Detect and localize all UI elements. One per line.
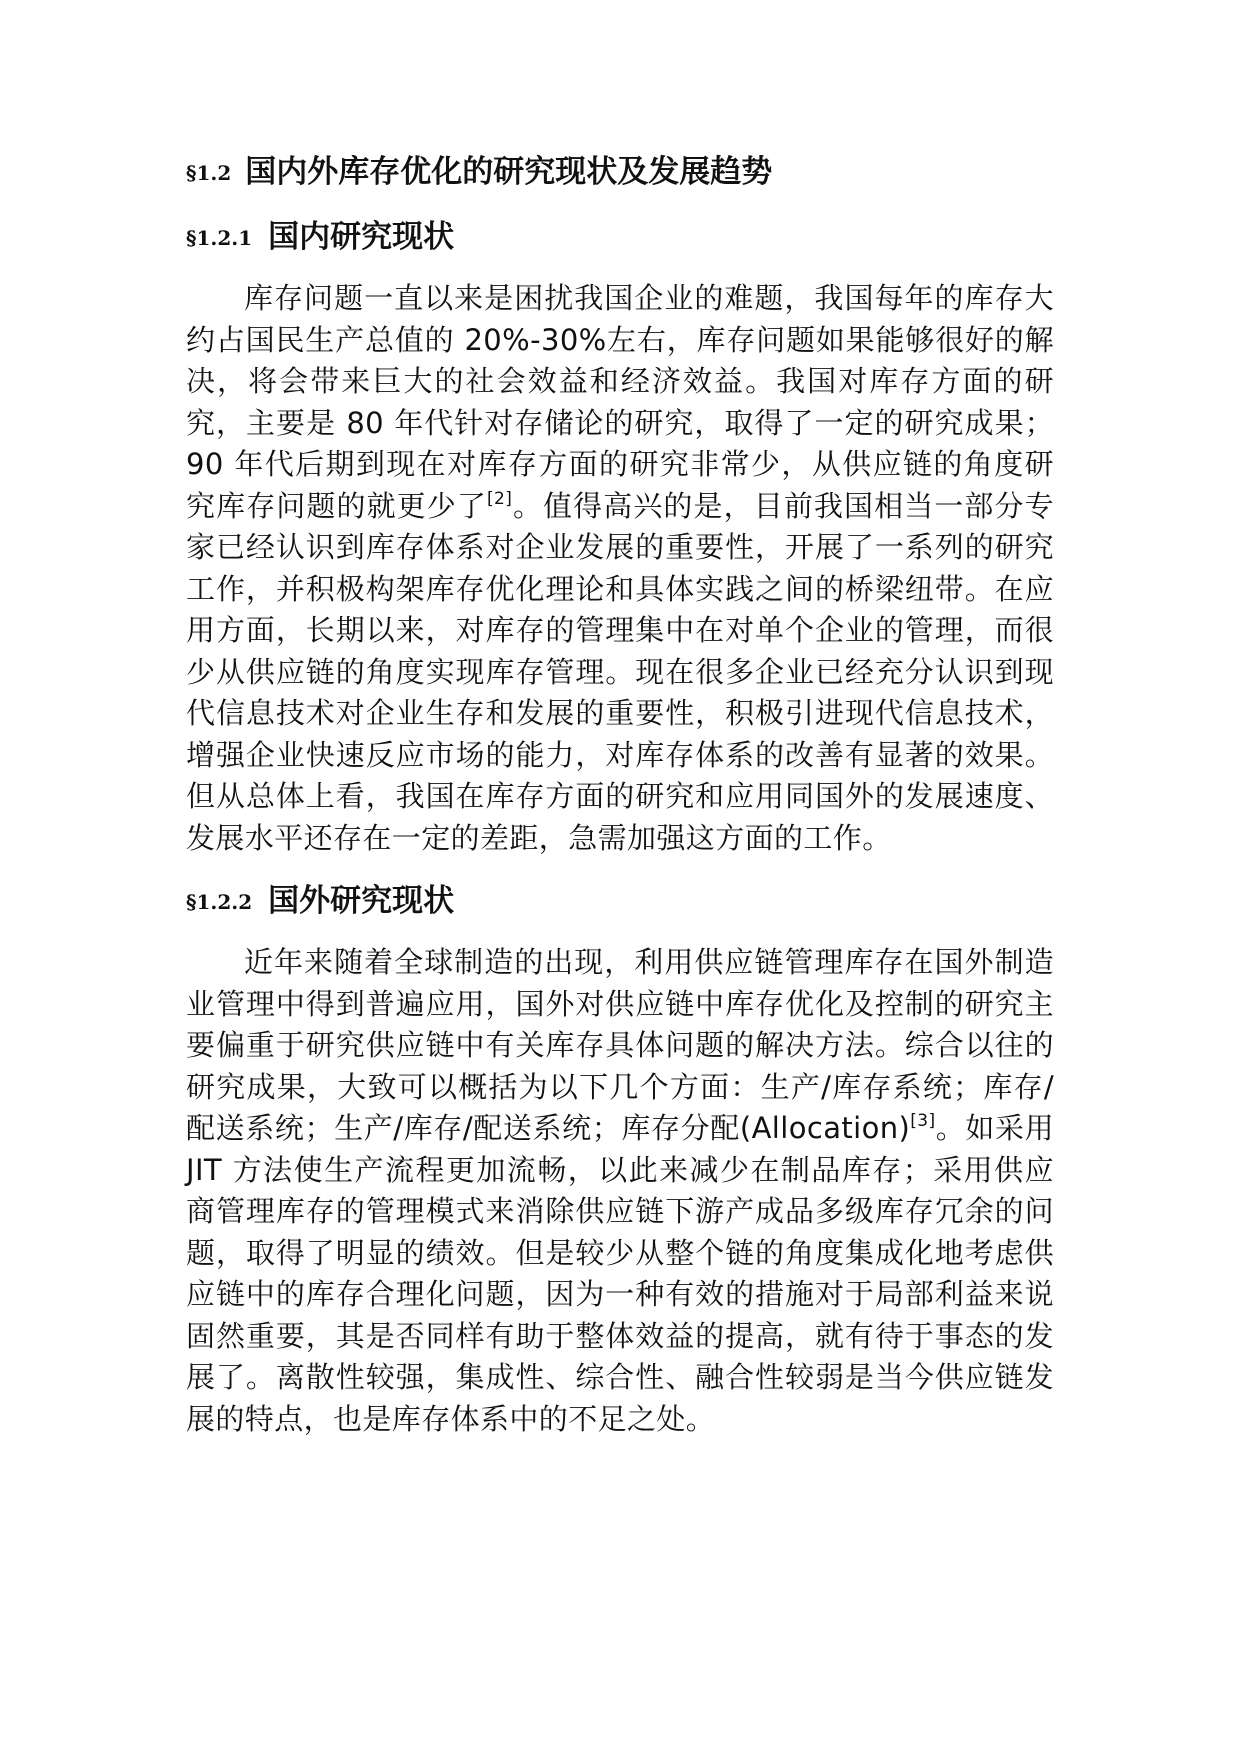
subsection-heading-foreign	[186, 881, 1054, 922]
paragraph-text: 。如采用 JIT 方法使生产流程更加流畅，以此来减少在制品库存；采用供应商管理库存的管理模式来消除供应链下游产成品多级库存冗余的问题，取得了明显的绩效。但是较少从整个链的角度集成化地考虑供应链中的库存合理化问题，因为一种有效的措施对于局部利益来说固然重要，其是否同样有助于整体效益的提高，就有待于事态的发展了。离散性较强，集成性、综合性、融合性较弱是当今供应链发展的特点，也是库存体系中的不足之处。	[186, 1111, 1054, 1436]
subsection-number: §1.2.1	[186, 226, 253, 250]
paragraph-foreign-research	[186, 942, 1054, 1440]
paragraph-text: 库存问题一直以来是困扰我国企业的难题，我国每年的库存大约占国民生产总值的 20%-30%左右，库存问题如果能够很好的解决，将会带来巨大的社会效益和经济效益。我国对库存方面的研究，主要是 80 年代针对存储论的研究，取得了一定的研究成果；90 年代后期到现在对库存方面的研究非常少，从供应链的角度研究库存问题的就更少了	[186, 281, 1054, 523]
section-number: §1.2	[186, 161, 232, 185]
subsection-title: 国内研究现状	[268, 219, 455, 255]
citation-ref: [2]	[486, 488, 513, 509]
subsection-title: 国外研究现状	[268, 883, 455, 919]
section-heading	[186, 152, 1054, 193]
paragraph-domestic-research	[186, 278, 1054, 859]
section-title: 国内外库存优化的研究现状及发展趋势	[245, 154, 773, 190]
subsection-number: §1.2.2	[186, 890, 253, 914]
page-content	[186, 140, 1054, 1440]
subsection-heading-domestic	[186, 217, 1054, 258]
paragraph-text: 。值得高兴的是，目前我国相当一部分专家已经认识到库存体系对企业发展的重要性，开展了一系列的研究工作，并积极构架库存优化理论和具体实践之间的桥梁纽带。在应用方面，长期以来，对库存的管理集中在对单个企业的管理，而很少从供应链的角度实现库存管理。现在很多企业已经充分认识到现代信息技术对企业生存和发展的重要性，积极引进现代信息技术，增强企业快速反应市场的能力，对库存体系的改善有显著的效果。但从总体上看，我国在库存方面的研究和应用同国外的发展速度、发展水平还存在一定的差距，急需加强这方面的工作。	[186, 488, 1054, 855]
citation-ref: [3]	[910, 1111, 936, 1131]
paragraph-text: 近年来随着全球制造的出现，利用供应链管理库存在国外制造业管理中得到普遍应用，国外对供应链中库存优化及控制的研究主要偏重于研究供应链中有关库存具体问题的解决方法。综合以往的研究成果，大致可以概括为以下几个方面：生产/库存系统；库存/配送系统；生产/库存/配送系统；库存分配(Allocation)	[186, 945, 1054, 1145]
